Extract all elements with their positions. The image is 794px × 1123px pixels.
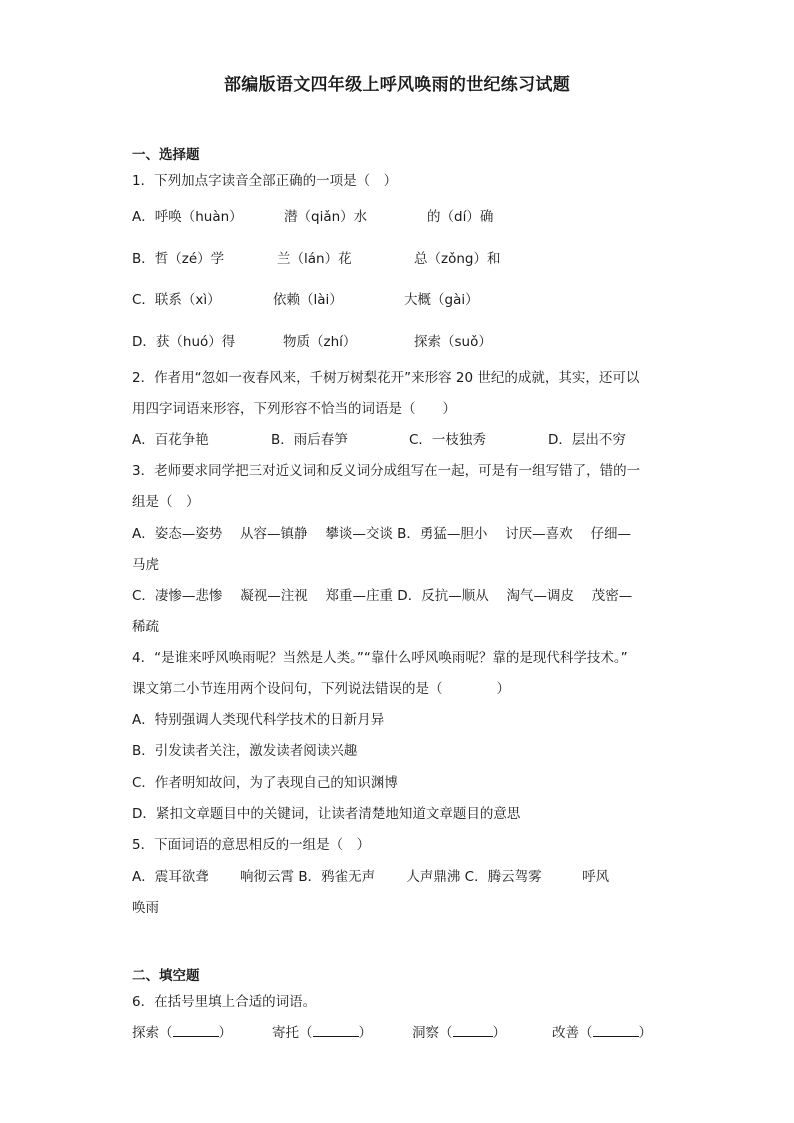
q6-item-4-word: 改善（ (552, 1025, 593, 1041)
q2-option-b: B．雨后春笋 (271, 432, 348, 448)
q1-option-d-part2: 物质（zhí） (283, 334, 357, 350)
q6-item-2-close: ） (358, 1025, 372, 1041)
q1-option-b-part1: B．哲（zé）学 (132, 251, 225, 267)
q6-item-4 (552, 1024, 652, 1042)
question-3-stem-line1: 3．老师要求同学把三对近义词和反义词分成组写在一起，可是有一组写错了，错的一 (132, 463, 641, 479)
q6-item-3-word: 洞察（ (412, 1025, 453, 1041)
q6-item-2-word: 寄托（ (272, 1025, 313, 1041)
q1-option-b-part2: 兰（lán）花 (277, 251, 352, 267)
q6-blank-1[interactable] (173, 1024, 219, 1037)
q6-blank-3[interactable] (453, 1024, 493, 1037)
question-6-stem: 6．在括号里填上合适的词语。 (132, 994, 317, 1010)
q4-option-b: B．引发读者关注，激发读者阅读兴趣 (132, 743, 358, 759)
q5-options-line1: A．震耳欲聋 响彻云霄 B．鸦雀无声 人声鼎沸 C．腾云驾雾 呼风 (132, 869, 610, 885)
question-4-stem-line1: 4．“是谁来呼风唤雨呢？当然是人类。”“靠什么呼风唤雨呢？靠的是现代科学技术。” (132, 650, 628, 666)
q1-option-c-part3: 大概（gài） (404, 292, 479, 308)
page-title: 部编版语文四年级上呼风唤雨的世纪练习试题 (224, 75, 570, 95)
question-1-stem: 1．下列加点字读音全部正确的一项是（ ） (132, 173, 398, 189)
q6-item-1 (132, 1024, 232, 1042)
q6-item-3-close: ） (492, 1025, 506, 1041)
q3-options-ab-line1: A．姿态—姿势 从容—镇静 攀谈—交谈 B．勇猛—胆小 讨厌—喜欢 仔细— (132, 526, 631, 542)
q4-option-d: D．紧扣文章题目中的关键词，让读者清楚地知道文章题目的意思 (132, 806, 521, 822)
q1-option-d-part3: 探索（suǒ） (414, 334, 492, 350)
q6-item-4-close: ） (638, 1025, 652, 1041)
q6-blank-2[interactable] (313, 1024, 359, 1037)
q1-option-a-part1: A．呼唤（huàn） (132, 209, 243, 225)
q3-options-cd-line1: C．凄惨—悲惨 凝视—注视 郑重—庄重 D．反抗—顺从 淘气—调皮 茂密— (132, 588, 633, 604)
q3-options-cd-line2: 稀疏 (132, 619, 159, 635)
q1-option-b-part3: 总（zǒng）和 (414, 251, 501, 267)
q1-option-a-part3: 的（dí）确 (427, 209, 494, 225)
q3-options-ab-line2: 马虎 (132, 557, 159, 573)
question-2-stem-line1: 2．作者用“忽如一夜春风来，千树万树梨花开”来形容 20 世纪的成就，其实，还可以 (132, 370, 640, 386)
q4-option-c: C．作者明知故问，为了表现自己的知识渊博 (132, 775, 398, 791)
q1-option-c-part2: 依赖（lài） (273, 292, 343, 308)
q6-item-1-word: 探索（ (132, 1025, 173, 1041)
q2-option-a: A．百花争艳 (132, 432, 209, 448)
section-heading-choice: 一、选择题 (132, 147, 200, 163)
q5-options-line2: 唤雨 (132, 900, 159, 916)
question-3-stem-line2: 组是（ ） (132, 494, 200, 510)
q1-option-a-part2: 潜（qiǎn）水 (284, 209, 368, 225)
q4-option-a: A．特别强调人类现代科学技术的日新月异 (132, 712, 385, 728)
q1-option-d-part1: D．获（huó）得 (132, 334, 236, 350)
q6-item-3 (412, 1024, 506, 1042)
section-heading-fill: 二、填空题 (132, 968, 200, 984)
question-4-stem-line2: 课文第二小节连用两个设问句，下列说法错误的是（ ） (132, 681, 510, 697)
q6-item-2 (272, 1024, 372, 1042)
question-5-stem: 5．下面词语的意思相反的一组是（ ） (132, 837, 371, 853)
q6-blank-4[interactable] (593, 1024, 639, 1037)
q2-option-c: C．一枝独秀 (409, 432, 486, 448)
q1-option-c-part1: C．联系（xì） (132, 292, 221, 308)
q2-option-d: D．层出不穷 (548, 432, 626, 448)
q6-item-1-close: ） (218, 1025, 232, 1041)
question-2-stem-line2: 用四字词语来形容，下列形容不恰当的词语是（ ） (132, 401, 456, 417)
